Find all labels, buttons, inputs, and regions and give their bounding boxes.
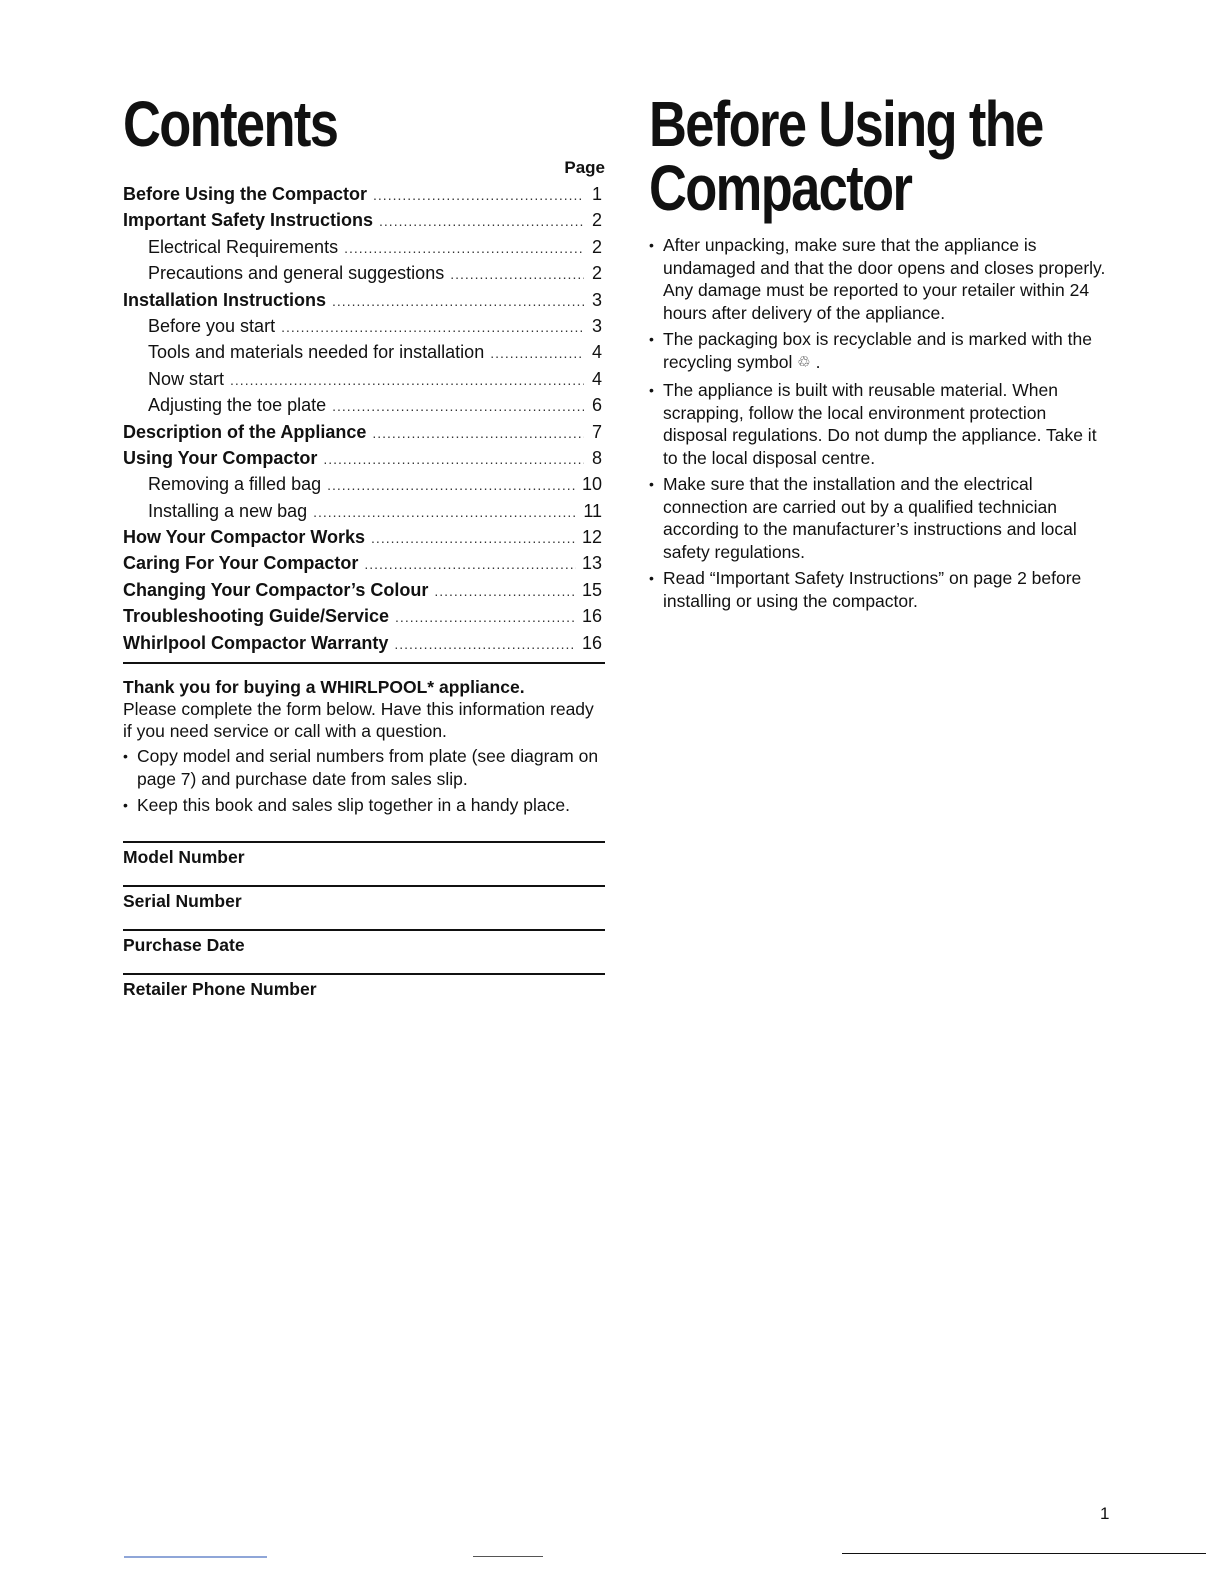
toc-entry xyxy=(123,524,605,550)
toc-leader-dots xyxy=(344,235,584,261)
list-item: • Read “Important Safety Instructions” on page 2 before installing or using the compactor. xyxy=(649,567,1109,612)
before-using-column xyxy=(649,88,1109,612)
toc-entry xyxy=(123,339,605,365)
footer-rule xyxy=(842,1553,1206,1554)
toc-leader-dots xyxy=(450,261,584,287)
toc-entry-page: 3 xyxy=(591,289,602,310)
list-item-text: The packaging box is recyclable and is marked with the recycling symbol xyxy=(663,329,1092,372)
serial-number-field: Serial Number xyxy=(123,885,605,929)
toc-entry xyxy=(123,498,605,524)
toc-entry-title: Adjusting the toe plate xyxy=(148,395,327,416)
toc-entry-title: Description of the Appliance xyxy=(123,421,367,442)
toc-entry-title: Precautions and general suggestions xyxy=(148,263,445,284)
toc-leader-dots xyxy=(332,288,584,314)
before-using-bullets xyxy=(649,234,1109,612)
toc-entry-page: 4 xyxy=(591,368,602,389)
thank-you-bullets xyxy=(123,745,605,817)
toc-entry-page: 15 xyxy=(581,579,602,600)
toc-entry-title: Important Safety Instructions xyxy=(123,210,374,231)
toc-entry xyxy=(123,630,605,656)
toc-entry xyxy=(123,207,605,233)
contents-title: Contents xyxy=(123,88,338,160)
retailer-phone-field: Retailer Phone Number xyxy=(123,973,605,1017)
table-of-contents xyxy=(123,181,605,656)
contents-column xyxy=(123,88,605,1017)
toc-entry-page: 6 xyxy=(591,395,602,416)
list-item: • Keep this book and sales slip together in a handy place. xyxy=(123,794,605,817)
list-item: • The appliance is built with reusable material. When scrapping, follow the local environment protection disposal regulations. Do not dump the appliance. Take it to the local disposal centre. xyxy=(649,379,1109,469)
toc-entry-title: Installing a new bag xyxy=(148,500,308,521)
list-item: • Make sure that the installation and the electrical connection are carried out by a qualified technician according to the manufacturer’s instructions and local safety regulations. xyxy=(649,473,1109,563)
toc-leader-dots xyxy=(394,631,576,657)
toc-entry-title: Tools and materials needed for installation xyxy=(148,342,485,363)
toc-entry-title: Caring For Your Compactor xyxy=(123,553,359,574)
toc-leader-dots xyxy=(323,446,584,472)
toc-leader-dots xyxy=(490,340,584,366)
page-number: 1 xyxy=(1100,1504,1110,1523)
footer-dash xyxy=(473,1556,543,1557)
list-item xyxy=(649,328,1109,375)
recycling-icon: ♲ xyxy=(797,353,811,371)
toc-entry-page: 16 xyxy=(581,632,602,653)
toc-entry xyxy=(123,445,605,471)
toc-entry-title: How Your Compactor Works xyxy=(123,527,366,548)
toc-entry-title: Before you start xyxy=(148,315,276,336)
record-form xyxy=(123,841,605,1017)
toc-leader-dots xyxy=(434,578,576,604)
toc-entry xyxy=(123,287,605,313)
thank-you-lead: Thank you for buying a WHIRLPOOL* appliance. xyxy=(123,677,525,698)
toc-entry-page: 4 xyxy=(591,342,602,363)
toc-entry-page: 10 xyxy=(581,474,602,495)
toc-leader-dots xyxy=(371,525,576,551)
toc-entry-title: Electrical Requirements xyxy=(148,236,339,257)
list-item-end: . xyxy=(815,351,821,372)
toc-leader-dots xyxy=(395,604,576,630)
toc-entry-title: Installation Instructions xyxy=(123,289,327,310)
toc-leader-dots xyxy=(281,314,584,340)
toc-entry-title: Now start xyxy=(148,368,225,389)
before-using-title-line1: Before Using the xyxy=(649,88,1043,160)
toc-entry xyxy=(123,366,605,392)
footer-mark xyxy=(124,1556,267,1558)
toc-entry xyxy=(123,603,605,629)
page-column-label: Page xyxy=(564,158,605,177)
toc-leader-dots xyxy=(379,208,584,234)
toc-entry-title: Removing a filled bag xyxy=(148,474,322,495)
toc-entry-page: 7 xyxy=(591,421,602,442)
purchase-date-field: Purchase Date xyxy=(123,929,605,973)
list-item: • After unpacking, make sure that the appliance is undamaged and that the door opens and closes properly. Any damage must be reported to your retailer within 24 hours after delivery of the appliance. xyxy=(649,234,1109,324)
toc-leader-dots xyxy=(327,472,576,498)
divider xyxy=(123,662,605,664)
toc-entry-page: 16 xyxy=(581,606,602,627)
toc-entry-title: Changing Your Compactor’s Colour xyxy=(123,579,429,600)
toc-entry xyxy=(123,313,605,339)
thank-you-body: Please complete the form below. Have this information ready if you need service or call with a question. xyxy=(123,699,594,742)
toc-entry xyxy=(123,419,605,445)
toc-entry xyxy=(123,392,605,418)
toc-entry-page: 13 xyxy=(581,553,602,574)
toc-entry-title: Using Your Compactor xyxy=(123,447,318,468)
toc-entry-page: 11 xyxy=(583,500,602,521)
toc-leader-dots xyxy=(364,551,576,577)
toc-entry xyxy=(123,471,605,497)
toc-entry-page: 2 xyxy=(591,210,602,231)
toc-entry-page: 1 xyxy=(591,184,602,204)
toc-leader-dots xyxy=(230,367,584,393)
toc-leader-dots xyxy=(372,420,584,446)
list-item: • Copy model and serial numbers from plate (see diagram on page 7) and purchase date from sales slip. xyxy=(123,745,605,791)
toc-entry-page: 3 xyxy=(591,315,602,336)
toc-entry xyxy=(123,181,605,207)
toc-entry-page: 2 xyxy=(591,236,602,257)
toc-entry-title: Whirlpool Compactor Warranty xyxy=(123,632,389,653)
toc-leader-dots xyxy=(313,499,577,525)
toc-entry xyxy=(123,550,605,576)
toc-entry xyxy=(123,577,605,603)
before-using-title-line2: Compactor xyxy=(649,152,912,224)
toc-entry-page: 12 xyxy=(581,527,602,548)
toc-entry xyxy=(123,260,605,286)
toc-entry-title: Troubleshooting Guide/Service xyxy=(123,606,390,627)
thank-you-section xyxy=(123,676,605,817)
toc-entry-page: 8 xyxy=(591,447,602,468)
toc-leader-dots xyxy=(332,393,584,419)
toc-entry-page: 2 xyxy=(591,263,602,284)
model-number-field: Model Number xyxy=(123,841,605,885)
toc-entry xyxy=(123,234,605,260)
toc-leader-dots xyxy=(373,182,584,208)
toc-entry-title: Before Using the Compactor xyxy=(123,184,368,204)
